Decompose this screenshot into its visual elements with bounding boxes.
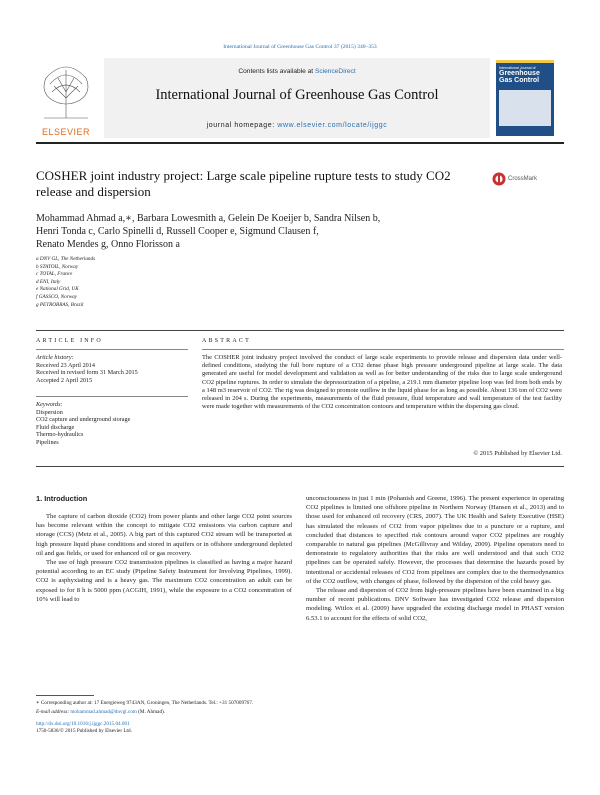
history-label: Article history: bbox=[36, 354, 74, 361]
abstract-text: The COSHER joint industry project involved the conduct of large scale experiments to provide release and dispersion data under well-defined conditions, studying the full bore rupture of a CO2 dense phase high pressure underground pipeline at large scale. The data generated are useful for model development and validation as well as for better understanding of the risks due to large scale underground CO2 pipeline ruptures. In order to simulate the depressurization of a pipeline, a 219.1 mm diameter pipeline loop was fed from both ends by a 148 m3 reservoir of CO2. The rig was designed to promote outflow in the liquid phase for as long as possible. About 136 ton of CO2 were released in 204 s. During the experiments, measurements of the fluid pressure, fluid temperature and wall temperature of the test facility were made together with measurements of the CO2 concentration contours and temperature within the dispersing gas cloud. bbox=[202, 354, 562, 411]
cover-title-line3: Gas Control bbox=[499, 77, 540, 84]
affiliation: b STATOIL, Norway bbox=[36, 263, 79, 270]
affiliation: f GASSCO, Norway bbox=[36, 293, 78, 300]
paragraph: unconsciousness in just 1 min (Pohanish and Greene, 1996). The present experience in operating CO2 pipelines is limited one offshore pipeline in Northern Norway (Hansen et al., 2013) and to those used for enhanced oil recovery (CRS, 2007). The UK Health and Safety Executive (HSE) has simulated the releases of CO2 from vapor pipelines due to a puncture or a rupture, and concluded that distances to specified risk contours around vapor CO2 pipelines are roughly comparable to natural gas pipelines (McGillivray and Wilday, 2009). Pipeline operators need to demonstrate to regulatory authorities that the risks are well understood and that such CO2 pipelines can be operated safely. However, the processes that determine the hazards posed by intentional or accidental releases of CO2 from pipelines are complex due to the thermodynamics of the CO2 outflow, with changes of phase, followed by the dispersion of the cold heavy gas. bbox=[306, 495, 564, 585]
footnotes bbox=[36, 700, 292, 734]
sciencedirect-link[interactable]: ScienceDirect bbox=[314, 68, 356, 75]
info-rule bbox=[36, 396, 188, 397]
authors bbox=[36, 212, 556, 251]
article-title: COSHER joint industry project: Large scale pipeline rupture tests to study CO2 release and dispersion bbox=[36, 168, 451, 199]
affiliation: g PETROBRAS, Brazil bbox=[36, 301, 84, 308]
intro-column-left bbox=[36, 512, 292, 604]
authors-line: Renato Mendes g, Onno Florisson a bbox=[36, 239, 180, 250]
affiliation: c TOTAL, France bbox=[36, 271, 73, 278]
copyright: © 2015 Published by Elsevier Ltd. bbox=[473, 450, 562, 457]
article-info-heading: ARTICLE INFO bbox=[36, 338, 103, 344]
homepage-link[interactable]: www.elsevier.com/locate/ijggc bbox=[277, 122, 388, 129]
email-link[interactable]: mohammad.ahmad@dnvgl.com bbox=[70, 709, 137, 716]
article-history bbox=[36, 354, 191, 384]
history-item: Received 23 April 2014 bbox=[36, 361, 95, 369]
issn-line: 1750-5836/© 2015 Published by Elsevier Ltd. bbox=[36, 727, 132, 734]
authors-line: Mohammad Ahmad a,∗, Barbara Lowesmith a, Gelein De Koeijer b, Sandra Nilsen b, bbox=[36, 213, 381, 224]
cover-title-line2: Greenhouse bbox=[499, 70, 540, 77]
history-item: Received in revised form 31 March 2015 bbox=[36, 369, 138, 377]
section-heading: 1. Introduction bbox=[36, 494, 88, 503]
keyword: Pipelines bbox=[36, 438, 59, 446]
affiliation: e National Grid, UK bbox=[36, 286, 79, 293]
crossmark-badge[interactable] bbox=[492, 172, 537, 186]
journal-cover bbox=[496, 60, 554, 136]
journal-header-band bbox=[104, 58, 490, 138]
footnote-rule bbox=[36, 695, 94, 696]
paragraph: The capture of carbon dioxide (CO2) from power plants and other large CO2 point sources has become relevant within the concept to mitigate CO2 emissions via carbon capture and storage (CCS) (Metz et al., 2005). A big part of this captured CO2 stream will be transported at high pressure liquid phase conditions and stored in aquifers or in offshore underground depleted oil and gas fields, or used for enhanced oil or gas recovery. bbox=[36, 513, 292, 557]
keyword: Thermo-hydraulics bbox=[36, 431, 84, 439]
contents-prefix: Contents lists available at bbox=[238, 68, 314, 75]
abstract-heading: ABSTRACT bbox=[202, 338, 251, 344]
intro-column-right bbox=[306, 494, 564, 623]
email-label: E-mail address: bbox=[36, 709, 70, 716]
affiliation: d ENI, Italy bbox=[36, 278, 61, 285]
keyword: Dispersion bbox=[36, 408, 63, 416]
info-rule bbox=[36, 349, 188, 350]
keyword: CO2 capture and underground storage bbox=[36, 416, 131, 424]
corresponding-author: ∗ Corresponding author at: 17 Energieweg 9743AN, Groningen, The Netherlands. Tel.: +31 507009767. bbox=[36, 700, 254, 706]
elsevier-tree-icon bbox=[36, 58, 96, 120]
paragraph: The use of high pressure CO2 transmission pipelines is classified as having a major hazard potential according to an EC study (Pipeline Safety Instrument for Involving Pipelines, 1999). CO2 is asphyxiating and is a heavy gas. The maximum CO2 concentration an adult can be exposed to for 8 h is 5000 ppm (ACGIH, 1991), while the exposure to a CO2 concentration of 10% will lead to bbox=[36, 559, 292, 603]
publisher-name: ELSEVIER bbox=[41, 127, 91, 137]
keywords bbox=[36, 401, 196, 447]
history-item: Accepted 2 April 2015 bbox=[36, 376, 93, 384]
elsevier-logo bbox=[36, 58, 96, 137]
homepage-prefix: journal homepage: bbox=[206, 122, 275, 129]
keyword: Fluid discharge bbox=[36, 423, 75, 431]
affiliations bbox=[36, 256, 95, 309]
doi-link[interactable]: http://dx.doi.org/10.1016/j.ijggc.2015.04.001 bbox=[36, 721, 130, 728]
header-rule bbox=[36, 142, 564, 144]
journal-title: International Journal of Greenhouse Gas Control bbox=[155, 87, 439, 103]
journal-citation[interactable]: International Journal of Greenhouse Gas Control 37 (2015) 340–353 bbox=[223, 44, 377, 50]
crossmark-label: CrossMark bbox=[508, 176, 538, 182]
keywords-label: Keywords: bbox=[36, 401, 63, 408]
cover-title-line1: International Journal of bbox=[499, 66, 536, 70]
authors-line: Henri Tonda c, Carlo Spinelli d, Russell Cooper e, Sigmund Clausen f, bbox=[36, 226, 319, 237]
section-rule bbox=[36, 330, 564, 331]
crossmark-icon bbox=[492, 172, 506, 186]
abstract-rule bbox=[202, 349, 564, 350]
section-rule bbox=[36, 466, 564, 467]
email-suffix: (M. Ahmad). bbox=[138, 709, 166, 716]
affiliation: a DNV GL, The Netherlands bbox=[36, 256, 96, 262]
paragraph: The release and dispersion of CO2 from high-pressure pipelines have been examined in a big number of recent publications. DNV Software has investigated CO2 release and dispersion modeling. Witlox et al. (2009) have upgraded the existing discharge model in PHAST version 6.53.1 to account for the effects of solid CO2, bbox=[306, 587, 564, 622]
